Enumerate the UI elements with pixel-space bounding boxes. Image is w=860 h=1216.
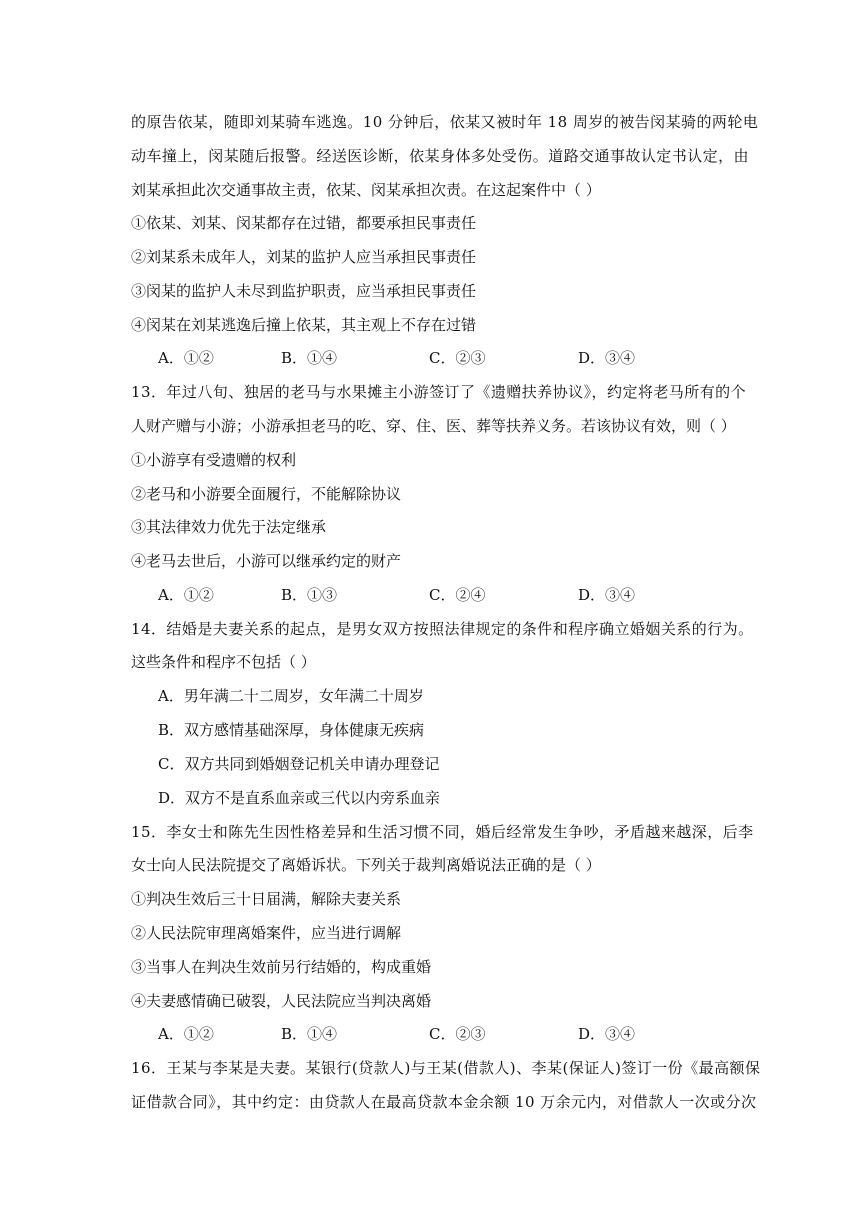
- q16-text-line-1: 16．王某与李某是夫妻。某银行(贷款人)与王某(借款人)、李某(保证人)签订一份《最高额保: [131, 1059, 761, 1077]
- q15-statement-4: ④夫妻感情确已破裂，人民法院应当判决离婚: [131, 992, 432, 1010]
- q13-statement-2: ②老马和小游要全面履行，不能解除协议: [131, 485, 402, 503]
- q12-statement-1: ①依某、刘某、闵某都存在过错，都要承担民事责任: [131, 214, 477, 232]
- q13-option-c: C．②④: [429, 586, 486, 604]
- q13-text-line-2: 人财产赠与小游；小游承担老马的吃、穿、住、医、葬等扶养义务。若该协议有效，则（ ）: [131, 417, 736, 435]
- q15-statement-3: ③当事人在判决生效前另行结婚的，构成重婚: [131, 958, 432, 976]
- q13-option-b: B．①③: [281, 586, 338, 604]
- q14-text-line-2: 这些条件和程序不包括（ ）: [131, 653, 316, 671]
- q15-text-line-2: 女士向人民法院提交了离婚诉状。下列关于裁判离婚说法正确的是（ ）: [131, 856, 601, 874]
- q15-option-d: D．③④: [578, 1025, 636, 1043]
- q12-option-b: B．①④: [281, 349, 338, 367]
- q14-choice-b: B．双方感情基础深厚，身体健康无疾病: [158, 721, 425, 739]
- q15-option-a: A．①②: [158, 1025, 214, 1043]
- q13-statement-3: ③其法律效力优先于法定继承: [131, 518, 327, 536]
- q15-statement-1: ①判决生效后三十日届满，解除夫妻关系: [131, 890, 402, 908]
- q12-text-line-3: 刘某承担此次交通事故主责，依某、闵某承担次责。在这起案件中（ ）: [131, 181, 601, 199]
- q15-option-c: C．②③: [429, 1025, 486, 1043]
- q15-statement-2: ②人民法院审理离婚案件，应当进行调解: [131, 924, 402, 942]
- q12-option-a: A．①②: [158, 349, 214, 367]
- q14-text-line-1: 14．结婚是夫妻关系的起点，是男女双方按照法律规定的条件和程序确立婚姻关系的行为。: [131, 620, 754, 638]
- q15-text-line-1: 15．李女士和陈先生因性格差异和生活习惯不同，婚后经常发生争吵，矛盾越来越深，后李: [131, 823, 754, 841]
- q13-text-line-1: 13．年过八旬、独居的老马与水果摊主小游签订了《遗赠扶养协议》，约定将老马所有的个: [131, 383, 747, 401]
- q14-choice-d: D．双方不是直系血亲或三代以内旁系血亲: [158, 789, 441, 807]
- q15-option-b: B．①④: [281, 1025, 338, 1043]
- q14-choice-a: A．男年满二十二周岁，女年满二十周岁: [158, 687, 424, 705]
- q16-text-line-2: 证借款合同》，其中约定：由贷款人在最高贷款本金余额 10 万余元内，对借款人一次或分次: [131, 1093, 757, 1111]
- q13-option-a: A．①②: [158, 586, 214, 604]
- q13-option-d: D．③④: [578, 586, 636, 604]
- q12-statement-3: ③闵某的监护人未尽到监护职责，应当承担民事责任: [131, 282, 477, 300]
- q12-statement-2: ②刘某系未成年人，刘某的监护人应当承担民事责任: [131, 248, 477, 266]
- q12-statement-4: ④闵某在刘某逃逸后撞上依某，其主观上不存在过错: [131, 316, 477, 334]
- q12-option-d: D．③④: [578, 349, 636, 367]
- q12-text-line-2: 动车撞上，闵某随后报警。经送医诊断，依某身体多处受伤。道路交通事故认定书认定，由: [131, 147, 750, 165]
- q14-choice-c: C．双方共同到婚姻登记机关申请办理登记: [158, 755, 440, 773]
- q12-option-c: C．②③: [429, 349, 486, 367]
- q13-statement-1: ①小游享有受遗赠的权利: [131, 451, 297, 469]
- q12-text-line-1: 的原告依某，随即刘某骑车逃逸。10 分钟后，依某又被时年 18 周岁的被告闵某骑的两轮电: [131, 113, 759, 131]
- q13-statement-4: ④老马去世后，小游可以继承约定的财产: [131, 552, 402, 570]
